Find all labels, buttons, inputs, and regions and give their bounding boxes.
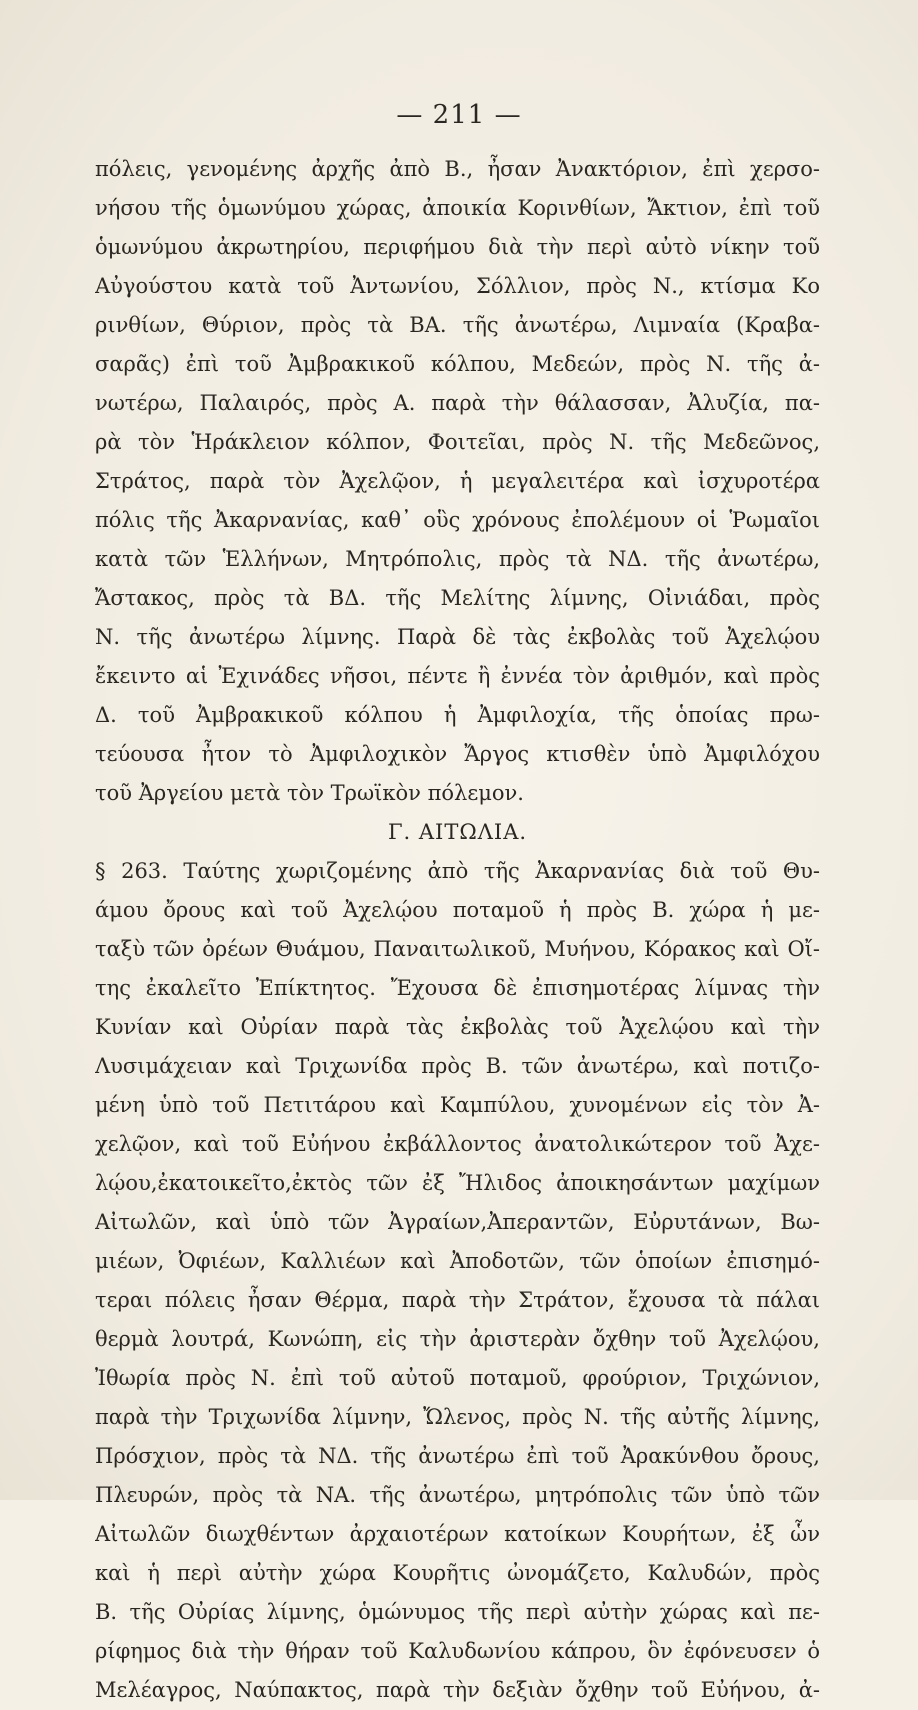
text-line: σαρᾶς) ἐπὶ τοῦ Ἀμβρακικοῦ κόλπου, Μεδεών, πρὸς Ν. τῆς ἀ- xyxy=(95,352,820,376)
page-number: — 211 — xyxy=(396,100,522,130)
text-line: χελῷον, καὶ τοῦ Εὐήνου ἐκβάλλοντος ἀνατολικώτερον τοῦ Ἀχε- xyxy=(95,1132,820,1156)
text-line: λῴου,ἐκατοικεῖτο,ἐκτὸς τῶν ἐξ Ἤλιδος ἀποικησάντων μαχίμων xyxy=(95,1171,820,1195)
text-line: τεραι πόλεις ἦσαν Θέρμα, παρὰ τὴν Στράτον, ἔχουσα τὰ πάλαι xyxy=(95,1288,820,1312)
text-line: παρὰ τὴν Τριχωνίδα λίμνην, Ὤλενος, πρὸς Ν. τῆς αὐτῆς λίμνης, xyxy=(95,1405,820,1429)
text-line: καὶ ἡ περὶ αὐτὴν χώρα Κουρῆτις ὠνομάζετο, Καλυδών, πρὸς xyxy=(95,1561,820,1585)
text-line: ὁμωνύμου ἀκρωτηρίου, περιφήμου διὰ τὴν περὶ αὐτὸ νίκην τοῦ xyxy=(95,235,820,259)
text-line: πόλις τῆς Ἀκαρνανίας, καθ᾽ οὓς χρόνους ἐπολέμουν οἱ Ῥωμαῖοι xyxy=(95,508,820,532)
text-line: Ἄστακος, πρὸς τὰ ΒΔ. τῆς Μελίτης λίμνης, Οἰνιάδαι, πρὸς xyxy=(95,586,820,610)
text-line: Στράτος, παρὰ τὸν Ἀχελῷον, ἡ μεγαλειτέρα καὶ ἰσχυροτέρα xyxy=(95,469,820,493)
text-line: ρίφημος διὰ τὴν θήραν τοῦ Καλυδωνίου κάπρου, ὃν ἐφόνευσεν ὁ xyxy=(95,1639,820,1663)
text-line: Αἰτωλῶν, καὶ ὑπὸ τῶν Ἀγραίων,Ἀπεραντῶν, Εὐρυτάνων, Βω- xyxy=(95,1210,820,1234)
text-line: ἔκειντο αἱ Ἐχινάδες νῆσοι, πέντε ἢ ἐννέα τὸν ἀριθμόν, καὶ πρὸς xyxy=(95,664,820,688)
text-line: Πρόσχιον, πρὸς τὰ ΝΔ. τῆς ἀνωτέρω ἐπὶ τοῦ Ἀρακύνθου ὄρους, xyxy=(95,1444,820,1468)
text-line: Αὐγούστου κατὰ τοῦ Ἀντωνίου, Σόλλιον, πρὸς Ν., κτίσμα Κο xyxy=(95,274,820,298)
text-line: άμου ὄρους καὶ τοῦ Ἀχελῴου ποταμοῦ ἡ πρὸς Β. χώρα ἡ με- xyxy=(95,898,820,922)
text-line: κατὰ τῶν Ἑλλήνων, Μητρόπολις, πρὸς τὰ ΝΔ. τῆς ἀνωτέρω, xyxy=(95,547,820,571)
text-line: Ν. τῆς ἀνωτέρω λίμνης. Παρὰ δὲ τὰς ἐκβολὰς τοῦ Ἀχελῴου xyxy=(95,625,820,649)
text-line: Λυσιμάχειαν καὶ Τριχωνίδα πρὸς Β. τῶν ἀνωτέρω, καὶ ποτιζο- xyxy=(95,1054,820,1078)
text-line: θερμὰ λουτρά, Κωνώπη, εἰς τὴν ἀριστερὰν ὄχθην τοῦ Ἀχελῴου, xyxy=(95,1327,820,1351)
text-line: ταξὺ τῶν ὀρέων Θυάμου, Παναιτωλικοῦ, Μυήνου, Κόρακος καὶ Οἴ- xyxy=(95,937,820,961)
text-line: τοῦ Ἀργείου μετὰ τὸν Τρωϊκὸν πόλεμον. xyxy=(95,781,524,805)
text-line: μιέων, Ὀφιέων, Καλλιέων καὶ Ἀποδοτῶν, τῶν ὁποίων ἐπισημό- xyxy=(95,1249,820,1273)
text-line: Πλευρών, πρὸς τὰ ΝΑ. τῆς ἀνωτέρω, μητρόπολις τῶν ὑπὸ τῶν xyxy=(95,1483,820,1507)
text-line: της ἐκαλεῖτο Ἐπίκτητος. Ἔχουσα δὲ ἐπισημοτέρας λίμνας τὴν xyxy=(95,976,820,1000)
text-line: Κυνίαν καὶ Οὐρίαν παρὰ τὰς ἐκβολὰς τοῦ Ἀχελῴου καὶ τὴν xyxy=(95,1015,820,1039)
text-line: Β. τῆς Οὐρίας λίμνης, ὁμώνυμος τῆς περὶ αὐτὴν χώρας καὶ πε- xyxy=(95,1600,820,1624)
section-heading: Γ. ΑΙΤΩΛΙΑ. xyxy=(387,820,528,844)
text-line: Δ. τοῦ Ἀμβρακικοῦ κόλπου ἡ Ἀμφιλοχία, τῆς ὁποίας πρω- xyxy=(95,703,820,727)
text-line: § 263. Ταύτης χωριζομένης ἀπὸ τῆς Ἀκαρνανίας διὰ τοῦ Θυ- xyxy=(95,859,820,883)
text-line: νωτέρω, Παλαιρός, πρὸς Α. παρὰ τὴν θάλασσαν, Ἀλυζία, πα- xyxy=(95,391,820,415)
text-line: ρὰ τὸν Ἡράκλειον κόλπον, Φοιτεῖαι, πρὸς Ν. τῆς Μεδεῶνος, xyxy=(95,430,820,454)
text-line: Μελέαγρος, Ναύπακτος, παρὰ τὴν δεξιὰν ὄχθην τοῦ Εὐήνου, ἀ- xyxy=(95,1678,820,1702)
text-line: Ἰθωρία πρὸς Ν. ἐπὶ τοῦ αὐτοῦ ποταμοῦ, φρούριον, Τριχώνιον, xyxy=(95,1366,820,1390)
text-line: νήσου τῆς ὁμωνύμου χώρας, ἀποικία Κορινθίων, Ἄκτιον, ἐπὶ τοῦ xyxy=(95,196,820,220)
text-line: ρινθίων, Θύριον, πρὸς τὰ ΒΑ. τῆς ἀνωτέρω, Λιμναία (Κραβα- xyxy=(95,313,820,337)
body-text xyxy=(95,150,820,1710)
text-line: τεύουσα ἦτον τὸ Ἀμφιλοχικὸν Ἄργος κτισθὲν ὑπὸ Ἀμφιλόχου xyxy=(95,742,820,766)
text-line: Αἰτωλῶν διωχθέντων ἀρχαιοτέρων κατοίκων Κουρήτων, ἐξ ὧν xyxy=(95,1522,820,1546)
text-line: μένη ὑπὸ τοῦ Πετιτάρου καὶ Καμπύλου, χυνομένων εἰς τὸν Ἀ- xyxy=(95,1093,820,1117)
text-line: πόλεις, γενομένης ἀρχῆς ἀπὸ Β., ἦσαν Ἀνακτόριον, ἐπὶ χερσο- xyxy=(95,157,820,181)
